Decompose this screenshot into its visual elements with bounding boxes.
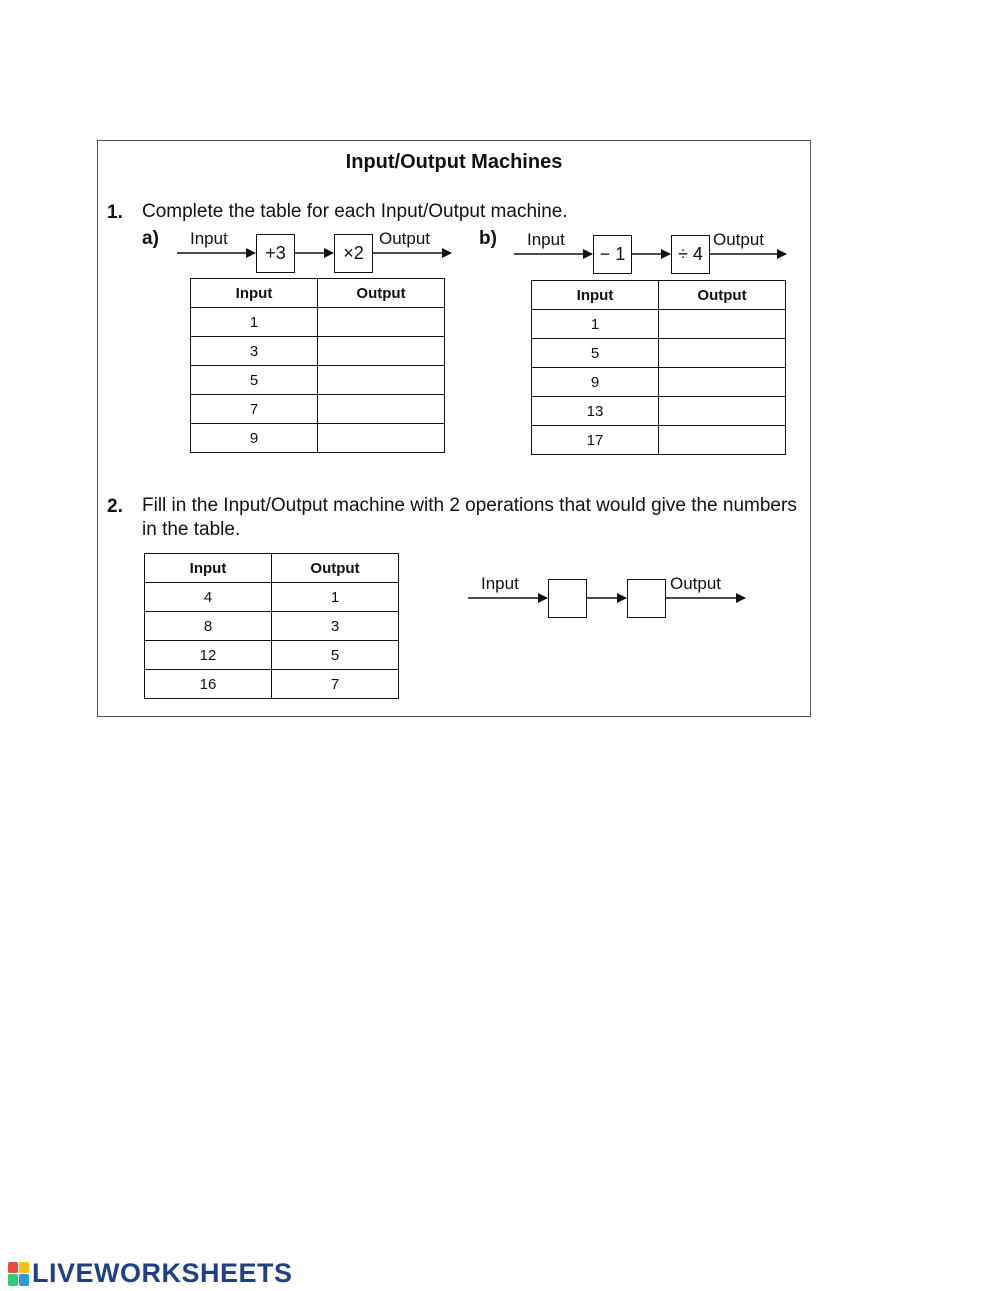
table-row — [191, 308, 445, 337]
table-cell-input: 9 — [532, 368, 659, 397]
table-cell-input: 8 — [145, 612, 272, 641]
table-cell-input: 13 — [532, 397, 659, 426]
part-b-op2-text: ÷ 4 — [678, 244, 703, 264]
question-1-text: Complete the table for each Input/Output machine. — [142, 201, 568, 222]
table-cell-output: 3 — [272, 612, 399, 641]
table-cell-input: 4 — [145, 583, 272, 612]
table-cell-output-answer[interactable] — [318, 424, 445, 453]
table-header-row — [532, 281, 786, 310]
table-header-input: Input — [191, 279, 318, 308]
question-2-text: Fill in the Input/Output machine with 2 operations that would give the numbers in the table. — [142, 495, 797, 540]
q2-op1-answer-box[interactable] — [548, 579, 587, 618]
table-cell-input: 1 — [532, 310, 659, 339]
question-2-number: 2. — [107, 496, 123, 517]
part-a-table — [190, 278, 445, 453]
q2-input-label: Input — [481, 574, 519, 593]
table-row — [145, 670, 399, 699]
table-row — [145, 612, 399, 641]
table-cell-output: 5 — [272, 641, 399, 670]
table-cell-output-answer[interactable] — [659, 339, 786, 368]
table-cell-input: 1 — [191, 308, 318, 337]
q2-op2-answer-box[interactable] — [627, 579, 666, 618]
table-cell-input: 3 — [191, 337, 318, 366]
table-row — [532, 368, 786, 397]
table-cell-output-answer[interactable] — [318, 366, 445, 395]
table-cell-input: 5 — [191, 366, 318, 395]
table-header-input: Input — [145, 554, 272, 583]
table-header-row — [145, 554, 399, 583]
table-cell-output: 7 — [272, 670, 399, 699]
liveworksheets-logo — [8, 1258, 293, 1289]
part-a-output-label: Output — [379, 229, 431, 248]
table-row — [145, 641, 399, 670]
part-b-label: b) — [479, 228, 497, 249]
table-row — [191, 366, 445, 395]
table-cell-input: 7 — [191, 395, 318, 424]
table-cell-output-answer[interactable] — [318, 395, 445, 424]
q2-table — [144, 553, 399, 699]
table-row — [191, 395, 445, 424]
table-row — [532, 339, 786, 368]
table-cell-input: 5 — [532, 339, 659, 368]
part-a-op1-text: +3 — [265, 243, 286, 263]
page-title: Input/Output Machines — [345, 151, 563, 173]
table-row — [191, 424, 445, 453]
table-header-output: Output — [659, 281, 786, 310]
part-a-input-label: Input — [190, 229, 228, 248]
table-cell-output-answer[interactable] — [659, 426, 786, 455]
table-row — [532, 397, 786, 426]
table-row — [191, 337, 445, 366]
brand-text: LIVEWORKSHEETS — [32, 1258, 293, 1288]
table-row — [532, 310, 786, 339]
part-b-output-label: Output — [713, 230, 765, 249]
part-b-op1-text: − 1 — [599, 244, 626, 264]
table-cell-output-answer[interactable] — [659, 310, 786, 339]
table-cell-output-answer[interactable] — [318, 308, 445, 337]
table-cell-output-answer[interactable] — [659, 397, 786, 426]
table-header-row — [191, 279, 445, 308]
table-header-output: Output — [318, 279, 445, 308]
table-cell-input: 12 — [145, 641, 272, 670]
table-cell-input: 16 — [145, 670, 272, 699]
liveworksheets-logo-icon — [8, 1262, 30, 1286]
table-header-output: Output — [272, 554, 399, 583]
table-header-input: Input — [532, 281, 659, 310]
part-a-op2-text: ×2 — [343, 243, 364, 263]
part-a-label: a) — [142, 228, 159, 249]
question-1-number: 1. — [107, 202, 123, 223]
table-cell-input: 17 — [532, 426, 659, 455]
table-cell-output-answer[interactable] — [318, 337, 445, 366]
table-row — [532, 426, 786, 455]
part-b-table — [531, 280, 786, 455]
table-row — [145, 583, 399, 612]
table-cell-output: 1 — [272, 583, 399, 612]
part-b-input-label: Input — [527, 230, 565, 249]
q2-output-label: Output — [670, 574, 722, 593]
table-cell-output-answer[interactable] — [659, 368, 786, 397]
table-cell-input: 9 — [191, 424, 318, 453]
